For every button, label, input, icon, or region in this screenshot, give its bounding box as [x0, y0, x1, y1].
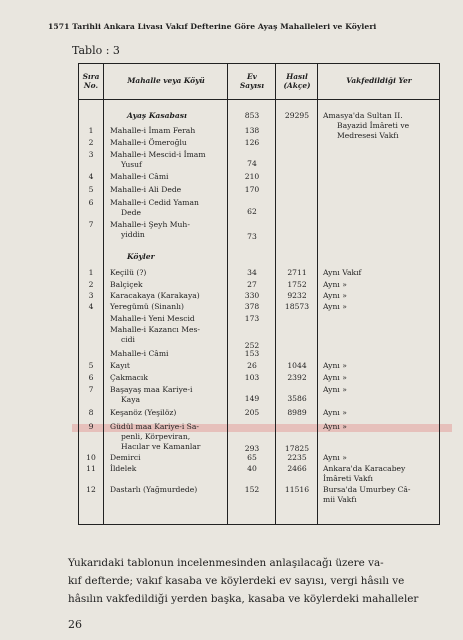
row-number: 12 — [86, 485, 96, 494]
running-head: 1571 Tarihli Ankara Livası Vakıf Defterine Göre Ayaş Mahalleleri ve Köyleri — [48, 22, 377, 31]
place-name: Mahalle-i Ali Dede — [110, 185, 182, 194]
household-count: 62 — [247, 207, 257, 216]
place-name: Mahalle-i Câmi — [110, 172, 169, 181]
revenue-value: 11516 — [284, 485, 310, 494]
place-name: Mahalle-i Yeni Mescid — [110, 314, 195, 323]
row-number: 4 — [88, 172, 94, 181]
household-count: 65 — [247, 453, 257, 462]
household-count: 173 — [244, 314, 260, 323]
endowment-place: Aynı Vakıf — [323, 268, 362, 277]
row-number: 7 — [88, 220, 94, 229]
household-count: 26 — [247, 361, 257, 370]
household-count: 205 — [244, 408, 260, 417]
place-name: Ayaş Kasabası — [127, 111, 187, 120]
household-count: 378 — [244, 302, 260, 311]
table-header — [79, 64, 439, 100]
endowment-place: Bayazid İmâreti ve — [337, 121, 410, 130]
place-name: Dede — [121, 208, 141, 217]
place-name: Mahalle-i Câmi — [110, 349, 169, 358]
revenue-value: 2392 — [287, 373, 307, 382]
place-name: Dastarlı (Yağmurdede) — [110, 485, 198, 494]
row-number: 3 — [88, 150, 94, 159]
row-number: 6 — [88, 373, 94, 382]
place-name: Demirci — [110, 453, 141, 462]
endowment-place: Ankara'da Karacabey — [323, 464, 406, 473]
place-name: Yusuf — [121, 160, 142, 169]
revenue-value: 2711 — [287, 268, 307, 277]
place-name: Mahalle-i Şeyh Muh- — [110, 220, 190, 229]
endowment-place: Bursa'da Umurbey Câ- — [323, 485, 411, 494]
place-name: Mahalle-i Ömeroğlu — [110, 138, 187, 147]
household-count: 153 — [244, 349, 260, 358]
table-label: Tablo : 3 — [72, 44, 120, 57]
household-count: 126 — [244, 138, 260, 147]
header-households: Ev Sayısı — [239, 72, 265, 90]
revenue-value: 29295 — [284, 111, 310, 120]
endowment-place: Medresesi Vakfı — [337, 131, 399, 140]
page-number: 26 — [68, 618, 82, 631]
household-count: 73 — [247, 232, 257, 241]
paragraph-line: Yukarıdaki tablonun incelenmesinden anlaşılacağı üzere va- — [68, 557, 384, 569]
header-revenue: Hasıl (Akçe) — [283, 72, 311, 90]
household-count: 252 — [244, 341, 260, 350]
row-number: 8 — [88, 408, 94, 417]
row-number: 10 — [86, 453, 96, 462]
revenue-value: 17825 — [284, 444, 310, 453]
revenue-value: 1752 — [287, 280, 307, 289]
row-number: 2 — [88, 280, 94, 289]
place-name: Çakmacık — [110, 373, 148, 382]
column-rule — [275, 64, 276, 524]
place-name: Mahalle-i Mescid-i İmam — [110, 150, 206, 159]
revenue-value: 9232 — [287, 291, 307, 300]
place-name: Yeregümü (Sinanlı) — [110, 302, 184, 311]
row-number: 6 — [88, 198, 94, 207]
household-count: 138 — [244, 126, 260, 135]
place-name: Kaya — [121, 395, 141, 404]
row-number: 5 — [88, 185, 94, 194]
header-no: Sıra No. — [82, 72, 100, 90]
endowment-place: Aynı » — [323, 291, 347, 300]
revenue-value: 18573 — [284, 302, 310, 311]
revenue-value: 1044 — [287, 361, 307, 370]
place-name: Mahalle-i İmam Ferah — [110, 126, 196, 135]
place-name: Hacılar ve Kamanlar — [121, 442, 201, 451]
revenue-value: 3586 — [287, 394, 307, 403]
body-paragraph — [68, 554, 440, 608]
row-number: 7 — [88, 385, 94, 394]
row-number: 9 — [88, 422, 94, 431]
household-count: 293 — [244, 444, 260, 453]
endowment-place: Aynı » — [323, 373, 347, 382]
revenue-value: 2466 — [287, 464, 307, 473]
place-name: yiddin — [121, 230, 145, 239]
data-table — [78, 63, 440, 525]
place-name: İldelek — [110, 464, 137, 473]
header-endowed: Vakfedildiği Yer — [346, 76, 412, 85]
endowment-place: Amasya'da Sultan II. — [323, 111, 403, 120]
place-name: Mahalle-i Kazancı Mes- — [110, 325, 200, 334]
row-number: 5 — [88, 361, 94, 370]
household-count: 170 — [244, 185, 260, 194]
household-count: 27 — [247, 280, 257, 289]
row-number: 1 — [88, 268, 94, 277]
household-count: 74 — [247, 159, 257, 168]
household-count: 152 — [244, 485, 260, 494]
place-name: Başayaş maa Kariye-i — [110, 385, 193, 394]
place-name: Kayıt — [110, 361, 130, 370]
place-name: penli, Körpeviran, — [121, 432, 191, 441]
row-number: 2 — [88, 138, 94, 147]
endowment-place: İmâreti Vakfı — [323, 474, 373, 483]
household-count: 330 — [244, 291, 260, 300]
row-number: 11 — [86, 464, 96, 473]
household-count: 210 — [244, 172, 260, 181]
endowment-place: Aynı » — [323, 422, 347, 431]
place-name: Keçilü (?) — [110, 268, 147, 277]
row-number: 3 — [88, 291, 94, 300]
household-count: 149 — [244, 394, 260, 403]
household-count: 853 — [244, 111, 260, 120]
endowment-place: mii Vakfı — [323, 495, 357, 504]
paragraph-line: hâsılın vakfedildiği yerden başka, kasaba ve köylerdeki mahalleler — [68, 593, 419, 605]
endowment-place: Aynı » — [323, 453, 347, 462]
endowment-place: Aynı » — [323, 280, 347, 289]
column-rule — [103, 64, 104, 524]
row-number: 4 — [88, 302, 94, 311]
place-name: Keşanöz (Yeşilöz) — [110, 408, 177, 417]
place-name: cidi — [121, 335, 135, 344]
header-name: Mahalle veya Köyü — [127, 76, 205, 85]
endowment-place: Aynı » — [323, 408, 347, 417]
endowment-place: Aynı » — [323, 361, 347, 370]
place-name: Güdül maa Kariye-i Sa- — [110, 422, 199, 431]
household-count: 34 — [247, 268, 257, 277]
household-count: 103 — [244, 373, 260, 382]
revenue-value: 8989 — [287, 408, 307, 417]
paragraph-line: kıf defterde; vakıf kasaba ve köylerdeki ev sayısı, vergi hâsılı ve — [68, 575, 405, 587]
place-name: Balçiçek — [110, 280, 143, 289]
column-rule — [227, 64, 228, 524]
endowment-place: Aynı » — [323, 385, 347, 394]
endowment-place: Aynı » — [323, 302, 347, 311]
place-name: Karacakaya (Karakaya) — [110, 291, 200, 300]
revenue-value: 2235 — [287, 453, 307, 462]
column-rule — [317, 64, 318, 524]
household-count: 40 — [247, 464, 257, 473]
place-name: Köyler — [127, 252, 155, 261]
place-name: Mahalle-i Cedid Yaman — [110, 198, 199, 207]
row-number: 1 — [88, 126, 94, 135]
